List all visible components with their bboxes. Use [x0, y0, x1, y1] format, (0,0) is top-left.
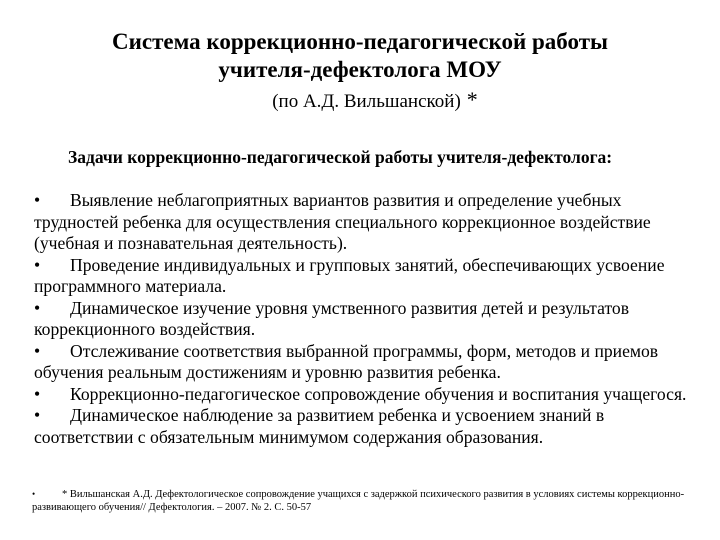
footnote-marker: *: [466, 87, 478, 112]
task-text: Проведение индивидуальных и групповых занятий, обеспечивающих усвоение программного материала.: [34, 254, 665, 296]
footnote-text: * Вильшанская А.Д. Дефектологическое сопровождение учащихся с задержкой психического развития в условиях системы коррекционно-развивающего обучения// Дефектология. – 2007. № 2. С. 50-57: [32, 489, 685, 513]
task-text: Выявление неблагоприятных вариантов развития и определение учебных трудностей ребенка для осуществления специального коррекционное воздействие (учебная и познавательная деятельность).: [34, 190, 651, 253]
task-text: Динамическое наблюдение за развитием ребенка и усвоением знаний в соответствии с обязательным минимумом содержания образования.: [34, 405, 605, 447]
task-item: [34, 298, 702, 341]
task-item: [34, 255, 702, 298]
task-text: Коррекционно-педагогическое сопровождение обучения и воспитания учащегося.: [70, 383, 687, 404]
slide-title-line-2: учителя-дефектолога МОУ: [218, 57, 502, 82]
footnote-bullet-icon: •: [32, 489, 36, 499]
slide-title-line-1: Система коррекционно-педагогической работы: [112, 29, 608, 54]
task-text: Динамическое изучение уровня умственного развития детей и результатов коррекционного воздействия.: [34, 297, 630, 339]
task-item: [34, 405, 702, 448]
tasks-list: [34, 190, 702, 448]
byline-text: (по А.Д. Вильшанской): [272, 91, 461, 112]
footnote: [32, 488, 702, 514]
task-item: [34, 190, 702, 255]
bullet-icon: •: [34, 190, 41, 210]
task-item: [34, 384, 702, 406]
bullet-icon: •: [34, 340, 41, 361]
bullet-icon: •: [34, 383, 41, 404]
bullet-icon: •: [34, 297, 41, 318]
bullet-icon: •: [34, 405, 41, 425]
bullet-icon: •: [34, 254, 41, 275]
author-byline: [0, 88, 720, 114]
tasks-heading: Задачи коррекционно-педагогической работы учителя-дефектолога:: [68, 147, 613, 167]
task-text: Отслеживание соответствия выбранной программы, форм, методов и приемов обучения реальным достижениям и уровню развития ребенка.: [34, 340, 659, 382]
task-item: [34, 341, 702, 384]
